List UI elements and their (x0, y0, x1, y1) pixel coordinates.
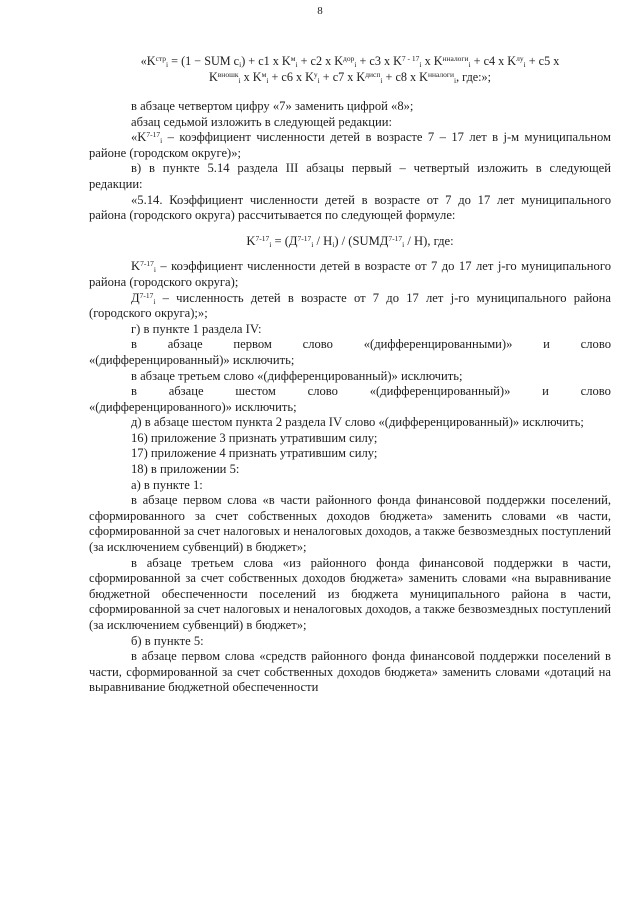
paragraph: $Д^{7-17}_i$ – численность детей в возрасте от 7 до 17 лет j-го муниципального района (городского округа);»; (89, 290, 611, 321)
paragraph: $K^{7-17}_i$ – коэффициент численности детей в возрасте от 7 до 17 лет j-го муниципального района (городского округа); (89, 259, 611, 289)
paragraph: в абзаце первом слова «в части районного фонда финансовой поддержки поселений, сформированного за счет собственных доходов бюджета» заменить словами «в части, сформированной за счет налоговых и неналоговых доходов, а также безвозмездных поступлений (за исключением субвенций) в бюджет»; (89, 493, 611, 555)
paragraph-spread: в абзаце первом слово «(дифференцированными)» и слово (131, 337, 611, 352)
paragraph: «(дифференцированный)» исключить; (89, 352, 295, 367)
paragraph: «5.14. Коэффициент численности детей в возрасте от 7 до 17 лет муниципального района (городского округа) рассчитывается по следующей формуле: (89, 192, 611, 223)
paragraph: д) в абзаце шестом пункта 2 раздела IV слово «(дифференцированный)» исключить; (131, 415, 584, 430)
paragraph: в) в пункте 5.14 раздела III абзацы первый – четвертый изложить в следующей редакции: (89, 161, 611, 191)
paragraph: а) в пункте 1: (131, 477, 203, 492)
formula-line-1: «$K^{стр}_i = (1$ − SUM $c_i) + c1$ x $K^м_i + c2$ x $K^{дор}_i + c3$ x $K^{7 - 17}_i$ x $K^{нналоги}_i + c4$ x $K^{лу}_i + c5$ x (140, 54, 560, 69)
paragraph: г) в пункте 1 раздела IV: (131, 321, 262, 336)
paragraph: абзац седьмой изложить в следующей редакции: (131, 114, 392, 129)
formula-line-2: $K^{вношк}_i$ x $K^м_i + c6$ x $K^у_i + c7$ x $K^{дисп}_i + c8$ x $K^{нналоги}_i$, где:»; (208, 69, 492, 85)
paragraph: «(дифференцированного)» исключить; (89, 399, 297, 414)
paragraph: «$K^{7-17}_i$ – коэффициент численности детей в возрасте 7 – 17 лет в j-м муниципальном районе (городском округе)»; (89, 130, 611, 160)
paragraph: 16) приложение 3 признать утратившим силу; (131, 430, 378, 445)
paragraph: 17) приложение 4 признать утратившим силу; (131, 446, 378, 461)
paragraph: в абзаце четвертом цифру «7» заменить цифрой «8»; (131, 99, 414, 113)
page-number: 8 (317, 5, 323, 17)
paragraph: в абзаце третьем слово «(дифференцированный)» исключить; (131, 368, 463, 383)
paragraph: в абзаце третьем слова «из районного фонда финансовой поддержки в части, сформированной за счет собственных доходов бюджета» заменить словами «на выравнивание бюджетной обеспеченности поселений из бюджета муниципального района в части, сформированной за счет налоговых и неналоговых доходов, а также безвозмездных поступлений (за исключением субвенций) в бюджет»; (89, 555, 611, 632)
paragraph-spread: в абзаце шестом слово «(дифференцированный)» и слово (131, 384, 611, 399)
formula-block-1 (89, 54, 611, 85)
paragraph: б) в пункте 5: (131, 633, 204, 648)
formula-2: $K^{7-17}_i = (Д^{7-17}_i / H_i)$ / $(SUMД^{7-17}_i / H)$, где: (246, 233, 454, 249)
document-body (89, 99, 611, 696)
paragraph: в абзаце первом слова «средств районного фонда финансовой поддержки поселений в части, сформированной за счет собственных доходов бюджета» заменить словами «дотаций на выравнивание бюджетной обеспеченности (89, 649, 611, 695)
paragraph: 18) в приложении 5: (131, 462, 240, 477)
